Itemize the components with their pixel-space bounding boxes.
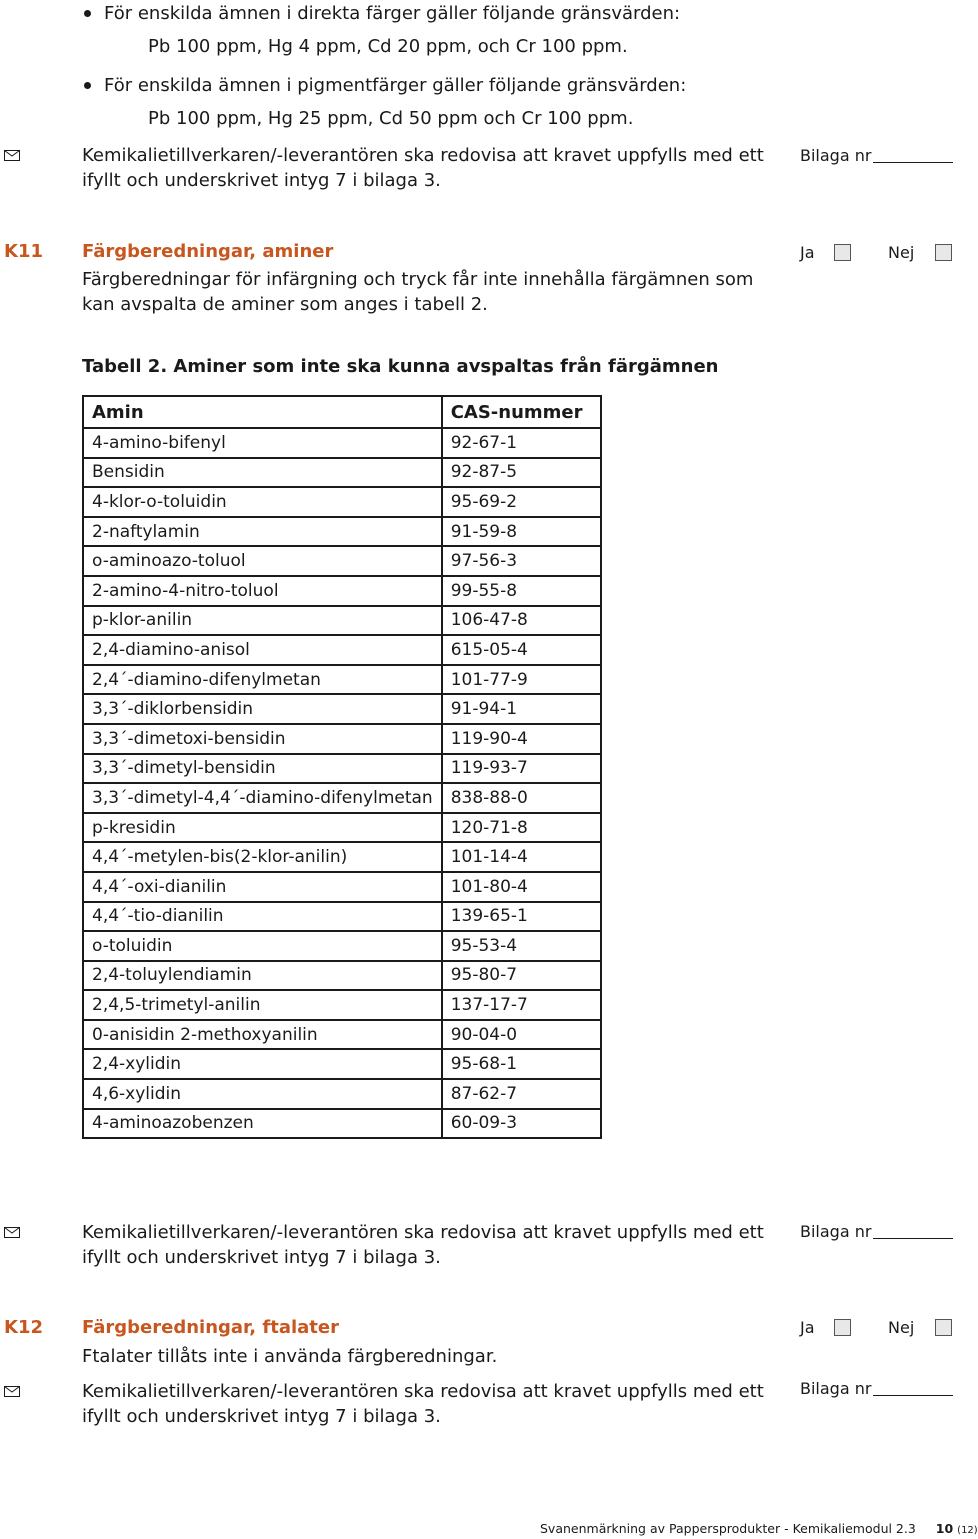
table-row bbox=[83, 487, 601, 517]
table-row bbox=[83, 517, 601, 547]
cas-number-cell: 91-59-8 bbox=[442, 517, 601, 547]
cas-number-cell: 101-14-4 bbox=[442, 842, 601, 872]
amin-name-cell: 4-klor-o-toluidin bbox=[83, 487, 442, 517]
amin-name-cell: 2-amino-4-nitro-toluol bbox=[83, 576, 442, 606]
notice-line: Kemikalietillverkaren/-leverantören ska redovisa att kravet uppfylls med ett bbox=[82, 145, 764, 166]
table-row bbox=[83, 931, 601, 961]
nej-label: Nej bbox=[888, 1318, 915, 1337]
cas-number-cell: 99-55-8 bbox=[442, 576, 601, 606]
footer-page-total: (12) bbox=[957, 1525, 978, 1536]
table-row bbox=[83, 546, 601, 576]
requirement-text: Färgberedningar för infärgning och tryck får inte innehålla färgämnen som bbox=[82, 269, 754, 290]
cas-number-cell: 90-04-0 bbox=[442, 1020, 601, 1050]
requirement-code: K12 bbox=[4, 1317, 43, 1338]
cas-number-cell: 91-94-1 bbox=[442, 694, 601, 724]
cas-number-cell: 137-17-7 bbox=[442, 990, 601, 1020]
header-amin: Amin bbox=[83, 396, 442, 428]
amin-name-cell: 4,6-xylidin bbox=[83, 1079, 442, 1109]
notice-line: ifyllt och underskrivet intyg 7 i bilaga 3. bbox=[82, 170, 441, 191]
amin-name-cell: o-toluidin bbox=[83, 931, 442, 961]
table-row bbox=[83, 990, 601, 1020]
bilaga-input-line[interactable] bbox=[873, 161, 953, 163]
bilaga-field bbox=[800, 1379, 953, 1399]
cas-number-cell: 95-80-7 bbox=[442, 961, 601, 991]
amines-table bbox=[82, 395, 602, 1139]
amin-name-cell: 2,4-xylidin bbox=[83, 1049, 442, 1079]
requirement-title: Färgberedningar, ftalater bbox=[82, 1317, 339, 1338]
amin-name-cell: 4-aminoazobenzen bbox=[83, 1109, 442, 1139]
table-row bbox=[83, 813, 601, 843]
table-row bbox=[83, 694, 601, 724]
table-header-row bbox=[83, 396, 601, 428]
ja-option bbox=[800, 243, 851, 262]
nej-option bbox=[888, 243, 952, 262]
table-row bbox=[83, 754, 601, 784]
amin-name-cell: 4,4´-oxi-dianilin bbox=[83, 872, 442, 902]
table-row bbox=[83, 961, 601, 991]
table-row bbox=[83, 635, 601, 665]
amin-name-cell: o-aminoazo-toluol bbox=[83, 546, 442, 576]
amin-name-cell: 2,4-toluylendiamin bbox=[83, 961, 442, 991]
cas-number-cell: 101-77-9 bbox=[442, 665, 601, 695]
amin-name-cell: 2,4-diamino-anisol bbox=[83, 635, 442, 665]
amin-name-cell: 2,4´-diamino-difenylmetan bbox=[83, 665, 442, 695]
requirement-text: Ftalater tillåts inte i använda färgberedningar. bbox=[82, 1346, 498, 1367]
cas-number-cell: 106-47-8 bbox=[442, 606, 601, 636]
ja-option bbox=[800, 1318, 851, 1337]
cas-number-cell: 95-68-1 bbox=[442, 1049, 601, 1079]
amin-name-cell: p-klor-anilin bbox=[83, 606, 442, 636]
cas-number-cell: 119-93-7 bbox=[442, 754, 601, 784]
amin-name-cell: 3,3´-dimetyl-bensidin bbox=[83, 754, 442, 784]
cas-number-cell: 120-71-8 bbox=[442, 813, 601, 843]
bilaga-field bbox=[800, 146, 953, 166]
cas-number-cell: 95-53-4 bbox=[442, 931, 601, 961]
requirement-title: Färgberedningar, aminer bbox=[82, 241, 334, 262]
cas-number-cell: 60-09-3 bbox=[442, 1109, 601, 1139]
amin-name-cell: p-kresidin bbox=[83, 813, 442, 843]
requirement-text: kan avspalta de aminer som anges i tabell 2. bbox=[82, 294, 488, 315]
amin-name-cell: 2-naftylamin bbox=[83, 517, 442, 547]
amin-name-cell: 4-amino-bifenyl bbox=[83, 428, 442, 458]
cas-number-cell: 139-65-1 bbox=[442, 902, 601, 932]
table-row bbox=[83, 576, 601, 606]
cas-number-cell: 119-90-4 bbox=[442, 724, 601, 754]
requirement-code: K11 bbox=[4, 241, 43, 262]
amin-name-cell: 3,3´-dimetoxi-bensidin bbox=[83, 724, 442, 754]
table-row bbox=[83, 665, 601, 695]
bullet-subtext: Pb 100 ppm, Hg 4 ppm, Cd 20 ppm, och Cr 100 ppm. bbox=[148, 36, 628, 57]
envelope-icon bbox=[4, 1386, 20, 1397]
table-row bbox=[83, 1079, 601, 1109]
bilaga-field bbox=[800, 1222, 953, 1242]
cas-number-cell: 101-80-4 bbox=[442, 872, 601, 902]
bilaga-input-line[interactable] bbox=[873, 1394, 953, 1396]
envelope-icon bbox=[4, 150, 20, 161]
table-row bbox=[83, 1049, 601, 1079]
footer-page-number: 10 bbox=[935, 1521, 954, 1536]
notice-line: ifyllt och underskrivet intyg 7 i bilaga 3. bbox=[82, 1247, 441, 1268]
bullet-text: För enskilda ämnen i direkta färger gäller följande gränsvärden: bbox=[104, 3, 681, 24]
page-footer bbox=[540, 1521, 978, 1536]
notice-line: Kemikalietillverkaren/-leverantören ska redovisa att kravet uppfylls med ett bbox=[82, 1222, 764, 1243]
nej-checkbox[interactable] bbox=[935, 244, 952, 261]
bullet-text: För enskilda ämnen i pigmentfärger gäller följande gränsvärden: bbox=[104, 75, 687, 96]
table-row bbox=[83, 902, 601, 932]
envelope-icon bbox=[4, 1227, 20, 1238]
ja-label: Ja bbox=[800, 243, 815, 262]
ja-checkbox[interactable] bbox=[834, 1319, 851, 1336]
table-row bbox=[83, 1020, 601, 1050]
notice-line: ifyllt och underskrivet intyg 7 i bilaga 3. bbox=[82, 1406, 441, 1427]
cas-number-cell: 92-87-5 bbox=[442, 458, 601, 488]
notice-line: Kemikalietillverkaren/-leverantören ska redovisa att kravet uppfylls med ett bbox=[82, 1381, 764, 1402]
bullet-dot bbox=[84, 82, 91, 89]
footer-document-title: Svanenmärkning av Pappersprodukter - Kemikaliemodul 2.3 bbox=[540, 1521, 916, 1536]
amin-name-cell: 3,3´-dimetyl-4,4´-diamino-difenylmetan bbox=[83, 783, 442, 813]
cas-number-cell: 87-62-7 bbox=[442, 1079, 601, 1109]
table-row bbox=[83, 428, 601, 458]
table-caption: Tabell 2. Aminer som inte ska kunna avspaltas från färgämnen bbox=[82, 356, 719, 377]
amin-name-cell: 0-anisidin 2-methoxyanilin bbox=[83, 1020, 442, 1050]
cas-number-cell: 95-69-2 bbox=[442, 487, 601, 517]
table-row bbox=[83, 783, 601, 813]
header-cas: CAS-nummer bbox=[442, 396, 601, 428]
table-row bbox=[83, 724, 601, 754]
cas-number-cell: 615-05-4 bbox=[442, 635, 601, 665]
bilaga-label: Bilaga nr bbox=[800, 146, 872, 165]
bullet-dot bbox=[84, 10, 91, 17]
nej-label: Nej bbox=[888, 243, 915, 262]
cas-number-cell: 92-67-1 bbox=[442, 428, 601, 458]
table-row bbox=[83, 872, 601, 902]
bilaga-label: Bilaga nr bbox=[800, 1222, 872, 1241]
table-row bbox=[83, 606, 601, 636]
table-row bbox=[83, 458, 601, 488]
bullet-subtext: Pb 100 ppm, Hg 25 ppm, Cd 50 ppm och Cr 100 ppm. bbox=[148, 108, 634, 129]
amin-name-cell: 4,4´-metylen-bis(2-klor-anilin) bbox=[83, 842, 442, 872]
cas-number-cell: 97-56-3 bbox=[442, 546, 601, 576]
table-row bbox=[83, 842, 601, 872]
amin-name-cell: 2,4,5-trimetyl-anilin bbox=[83, 990, 442, 1020]
bilaga-input-line[interactable] bbox=[873, 1237, 953, 1239]
amin-name-cell: Bensidin bbox=[83, 458, 442, 488]
ja-checkbox[interactable] bbox=[834, 244, 851, 261]
nej-option bbox=[888, 1318, 952, 1337]
amin-name-cell: 4,4´-tio-dianilin bbox=[83, 902, 442, 932]
amin-name-cell: 3,3´-diklorbensidin bbox=[83, 694, 442, 724]
ja-label: Ja bbox=[800, 1318, 815, 1337]
table-row bbox=[83, 1109, 601, 1139]
bilaga-label: Bilaga nr bbox=[800, 1379, 872, 1398]
cas-number-cell: 838-88-0 bbox=[442, 783, 601, 813]
nej-checkbox[interactable] bbox=[935, 1319, 952, 1336]
